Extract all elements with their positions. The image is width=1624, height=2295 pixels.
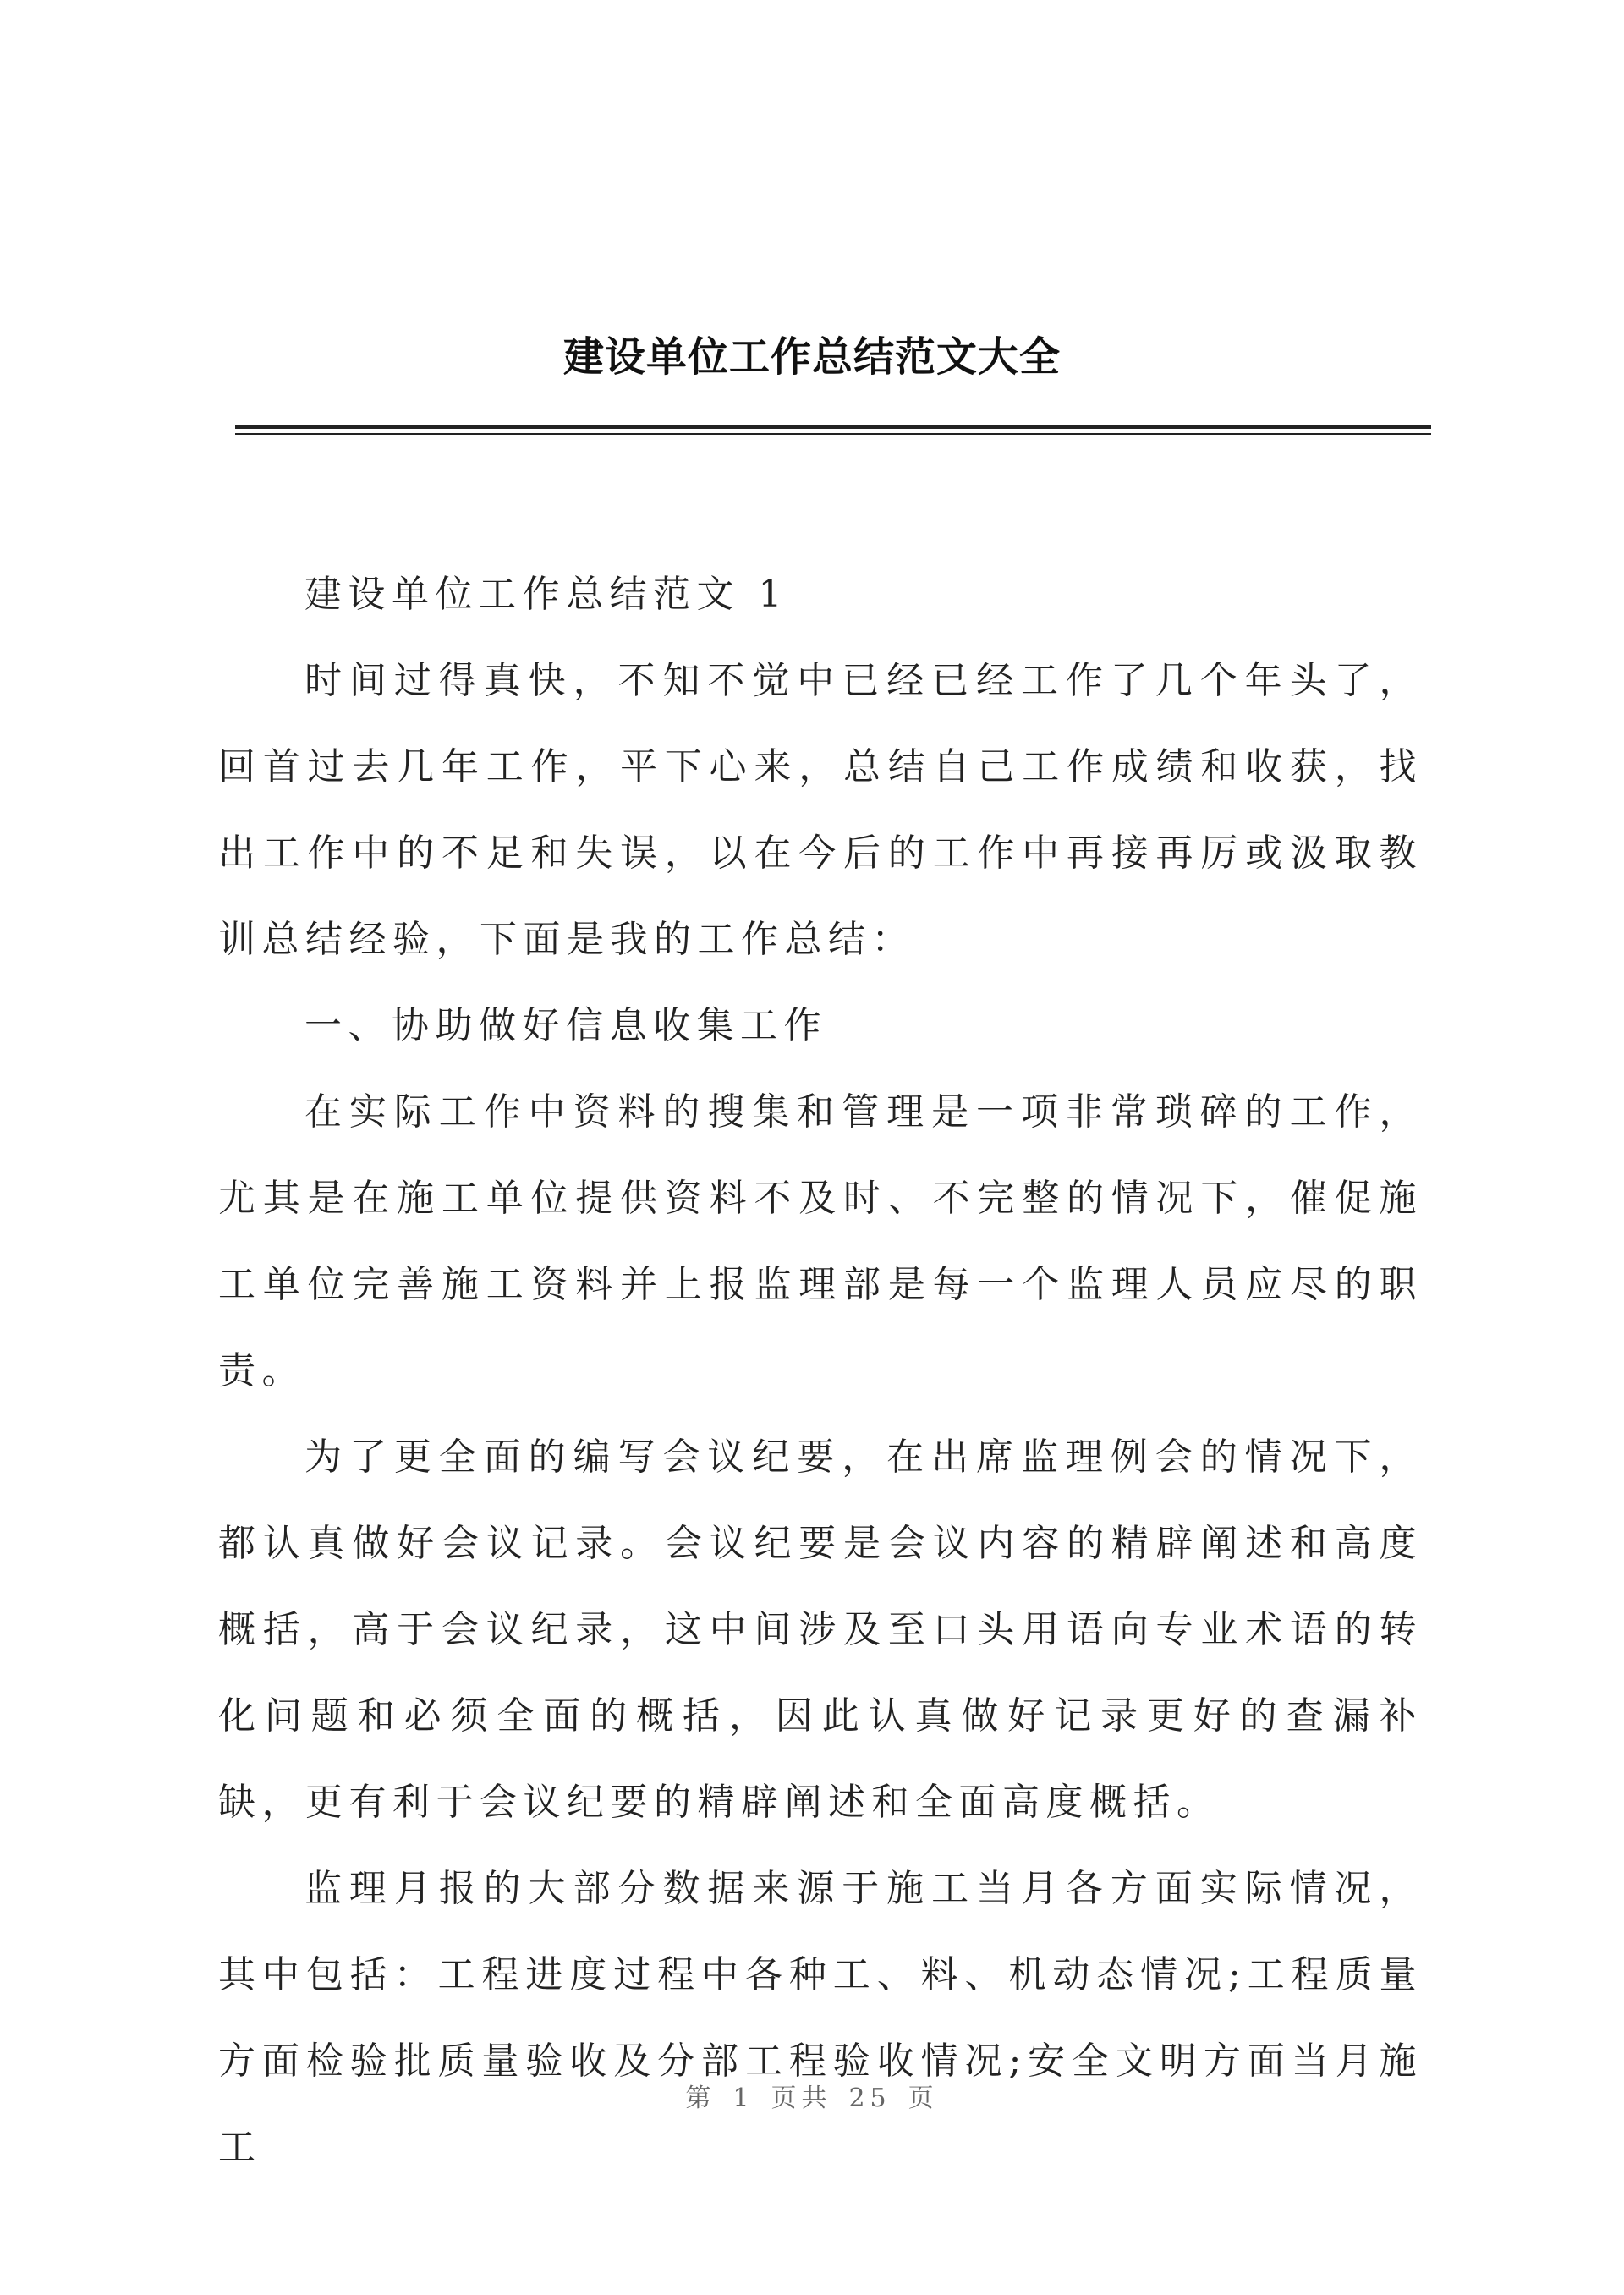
footer-middle: 页共: [771, 2084, 832, 2113]
footer-total-pages: 25: [848, 2084, 892, 2113]
footer-prefix: 第: [685, 2084, 716, 2113]
page-footer: [0, 2077, 1624, 2114]
section-heading: 建设单位工作总结范文 1: [304, 573, 788, 616]
document-body: [218, 552, 1423, 2191]
title-rule-thin: [235, 433, 1431, 435]
subsection-heading: 一、协助做好信息收集工作: [304, 1004, 827, 1047]
document-title: 建设单位工作总结范文大全: [562, 333, 1061, 381]
title-rule-thick: [235, 425, 1431, 429]
paragraph: 监理月报的大部分数据来源于施工当月各方面实际情况，其中包括：工程进度过程中各种工、料、机动态情况;工程质量方面检验批质量验收及分部工程验收情况;安全文明方面当月施工: [218, 1867, 1423, 2169]
paragraph: 在实际工作中资料的搜集和管理是一项非常琐碎的工作，尤其是在施工单位提供资料不及时、不完整的情况下，催促施工单位完善施工资料并上报监理部是每一个监理人员应尽的职责。: [218, 1090, 1423, 1392]
paragraph: 为了更全面的编写会议纪要，在出席监理例会的情况下，都认真做好会议记录。会议纪要是会议内容的精辟阐述和高度概括，高于会议纪录，这中间涉及至口头用语向专业术语的转化问题和必须全面的概括，因此认真做好记录更好的查漏补缺，更有利于会议纪要的精辟阐述和全面高度概括。: [218, 1436, 1423, 1824]
footer-current-page: 1: [732, 2084, 754, 2113]
footer-suffix: 页: [908, 2084, 939, 2113]
paragraph: 时间过得真快，不知不觉中已经已经工作了几个年头了，回首过去几年工作，平下心来，总结自己工作成绩和收获，找出工作中的不足和失误，以在今后的工作中再接再厉或汲取教训总结经验，下面是我的工作总结：: [218, 659, 1423, 961]
